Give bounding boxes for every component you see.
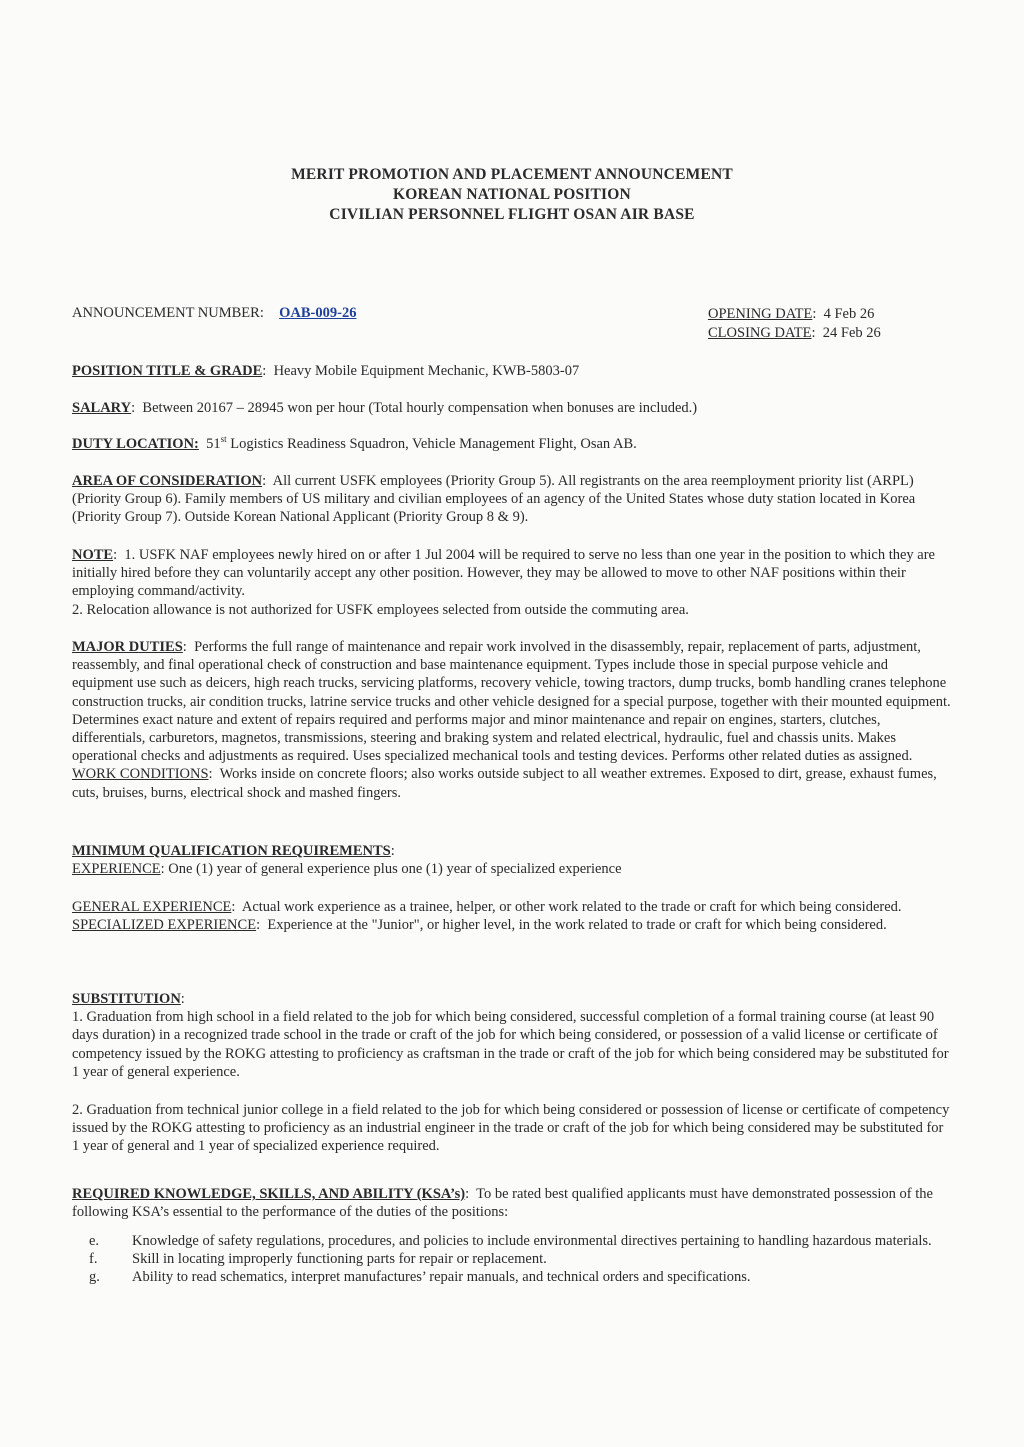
- dates-block: [708, 305, 881, 343]
- note-item-1: 1. USFK NAF employees newly hired on or after 1 Jul 2004 will be required to serve no less than one year in the position to which they are initially hired before they can voluntarily accept any other position. However, they may be allowed to move to other NAF positions within their employing command/activity.: [72, 547, 935, 600]
- ksa-item: [87, 1268, 947, 1286]
- position-title-section: POSITION TITLE & GRADE: Heavy Mobile Equipment Mechanic, KWB-5803-07: [72, 363, 580, 379]
- closing-date-value: 24 Feb 26: [822, 325, 881, 341]
- specialized-experience-label: SPECIALIZED EXPERIENCE: [72, 917, 257, 934]
- experience-details: GENERAL EXPERIENCE: Actual work experience as a trainee, helper, or other work related to the trade or craft for which being considered. SPECIALIZED EXPERIENCE: Experience at the "Junior", or higher level, in the work related to trade or craft for which being considered.: [72, 899, 902, 934]
- opening-date-label: OPENING DATE: [708, 306, 813, 322]
- area-of-consideration-section: AREA OF CONSIDERATION: All current USFK employees (Priority Group 5). All registrants on the area reemployment priority list (ARPL) (Priority Group 6). Family members of US military and civilian employees of an agency of the United States whose duty station located in Korea (Priority Group 7). Outside Korean National Applicant (Priority Group 8 & 9).: [72, 473, 916, 526]
- opening-date: OPENING DATE: 4 Feb 26: [708, 306, 875, 322]
- qualification-label: MINIMUM QUALIFICATION REQUIREMENTS: [72, 843, 391, 859]
- ksa-item-text: Ability to read schematics, interpret manufactures’ repair manuals, and technical orders and specifications.: [132, 1269, 751, 1286]
- substitution-section: SUBSTITUTION: 1. Graduation from high school in a field related to the job for which being considered, successful completion of a formal training course (at least 90 days duration) in a recognized trade school in the trade or craft of the job for which being considered, or possession of a valid license or certificate of competency issued by the ROKG attesting to proficiency as craftsman in the trade or craft of the job for which being considered may be substituted for 1 year of general experience.: [72, 990, 952, 1081]
- major-duties-label: MAJOR DUTIES: [72, 639, 183, 655]
- general-experience-label: GENERAL EXPERIENCE: [72, 899, 232, 915]
- ksa-item-marker: g.: [89, 1269, 100, 1286]
- experience-label: EXPERIENCE: [72, 861, 161, 878]
- header-title: MERIT PROMOTION AND PLACEMENT ANNOUNCEMENT: [291, 166, 733, 183]
- closing-date-label: CLOSING DATE: [708, 325, 812, 341]
- document-header: [0, 165, 1024, 225]
- experience-text: One (1) year of general experience plus one (1) year of specialized experience: [168, 861, 622, 878]
- major-duties-text: Performs the full range of maintenance and repair work involved in the disassembly, repair, replacement of parts, adjustment, reassembly, and final operational check of construction and base maintenance equipment. Types include those in special purpose vehicle and equipment use such as deicers, high reach trucks, servicing platforms, recovery vehicle, towing tractors, dump trucks, bomb handling cranes telephone construction trucks, air condition trucks, latrine service trucks and other vehicle designed for a special purpose, together with their mounted equipment. Determines exact nature and extent of repairs required and performs major and minor maintenance and repair on engines, starters, clutches, differentials, carburetors, magnetos, transmissions, steering and braking system and related electrical, hydraulic, fuel and chassis units. Makes operational checks and adjustments as required. Uses specialized mechanical tools and testing devices. Performs other related duties as assigned.: [72, 639, 951, 765]
- salary-section: SALARY: Between 20167 – 28945 won per hour (Total hourly compensation when bonuses are included.): [72, 400, 698, 416]
- opening-date-value: 4 Feb 26: [823, 306, 875, 322]
- substitution-item-2: 2. Graduation from technical junior college in a field related to the job for which being considered or possession of license or certificate of competency issued by the ROKG attesting to proficiency as an industrial engineer in the trade or craft of the job for which being considered may be substituted for 1 year of general and 1 year of specialized experience required.: [72, 1102, 950, 1155]
- specialized-experience-text: Experience at the "Junior", or higher level, in the work related to trade or craft for which being considered.: [267, 917, 887, 934]
- position-title-value: Heavy Mobile Equipment Mechanic, KWB-5803-07: [273, 363, 580, 379]
- ksa-item-text: Skill in locating improperly functioning parts for repair or replacement.: [132, 1251, 547, 1268]
- major-duties-section: MAJOR DUTIES: Performs the full range of maintenance and repair work involved in the disassembly, repair, replacement of parts, adjustment, reassembly, and final operational check of construction and base maintenance equipment. Types include those in special purpose vehicle and equipment use such as deicers, high reach trucks, servicing platforms, recovery vehicle, towing tractors, dump trucks, bomb handling cranes telephone construction trucks, air condition trucks, latrine service trucks and other vehicle designed for a special purpose, together with their mounted equipment. Determines exact nature and extent of repairs required and performs major and minor maintenance and repair on engines, starters, clutches, differentials, carburetors, magnetos, transmissions, steering and braking system and related electrical, hydraulic, fuel and chassis units. Makes operational checks and adjustments as required. Uses specialized mechanical tools and testing devices. Performs other related duties as assigned. WORK CONDITIONS: Works inside on concrete floors; also works outside subject to all weather extremes. Exposed to dirt, grease, exhaust fumes, cuts, bruises, burns, electrical shock and mashed fingers.: [72, 639, 951, 801]
- duty-location-value: Logistics Readiness Squadron, Vehicle Management Flight, Osan AB.: [230, 436, 637, 452]
- work-conditions-label: WORK CONDITIONS: [72, 766, 209, 783]
- ksa-list: [87, 1232, 947, 1287]
- ksa-label: REQUIRED KNOWLEDGE, SKILLS, AND ABILITY (KSA’s): [72, 1186, 466, 1202]
- note-label: NOTE: [72, 547, 114, 563]
- ksa-item-marker: f.: [89, 1251, 98, 1268]
- note-item-2: 2. Relocation allowance is not authorized for USFK employees selected from outside the commuting area.: [72, 601, 689, 618]
- closing-date: CLOSING DATE: 24 Feb 26: [708, 325, 881, 341]
- header-org: CIVILIAN PERSONNEL FLIGHT OSAN AIR BASE: [329, 206, 695, 223]
- announcement-number-link[interactable]: OAB-009-26: [279, 305, 357, 321]
- substitution-item-2-block: [72, 1101, 952, 1156]
- ksa-item: [87, 1232, 947, 1250]
- area-label: AREA OF CONSIDERATION: [72, 473, 263, 489]
- ksa-section: REQUIRED KNOWLEDGE, SKILLS, AND ABILITY (KSA’s): To be rated best qualified applicants must have demonstrated possession of the following KSA’s essential to the performance of the duties of the positions:: [72, 1186, 933, 1221]
- general-experience-text: Actual work experience as a trainee, helper, or other work related to the trade or craft for which being considered.: [241, 899, 902, 915]
- substitution-item-1: 1. Graduation from high school in a field related to the job for which being considered, successful completion of a formal training course (at least 90 days duration) in a recognized trade school in the trade or craft of the job for which being considered, or possession of a valid license or certificate of competency issued by the ROKG attesting to proficiency as craftsman in the trade or craft of the job for which being considered may be substituted for 1 year of general experience.: [72, 1009, 949, 1080]
- substitution-label: SUBSTITUTION: [72, 991, 181, 1007]
- note-section: NOTE: 1. USFK NAF employees newly hired on or after 1 Jul 2004 will be required to serve no less than one year in the position to which they are initially hired before they can voluntarily accept any other position. However, they may be allowed to move to other NAF positions within their employing command/activity. 2. Relocation allowance is not authorized for USFK employees selected from outside the commuting area.: [72, 546, 952, 619]
- announcement-number-line: [72, 305, 356, 322]
- ksa-intro: To be rated best qualified applicants must have demonstrated possession of the following KSA’s essential to the performance of the duties of the positions:: [72, 1186, 933, 1221]
- work-conditions-text: Works inside on concrete floors; also works outside subject to all weather extremes. Exposed to dirt, grease, exhaust fumes, cuts, bruises, burns, electrical shock and mashed fingers.: [72, 766, 937, 801]
- duty-location-section: [72, 435, 952, 453]
- announcement-number-label: ANNOUNCEMENT NUMBER:: [72, 305, 264, 321]
- duty-location-ordinal: 51: [206, 436, 221, 452]
- ksa-item-text: Knowledge of safety regulations, procedures, and policies to include environmental directives pertaining to handling hazardous materials.: [132, 1233, 932, 1249]
- ksa-item: [87, 1250, 947, 1268]
- qualification-section: MINIMUM QUALIFICATION REQUIREMENTS: EXPERIENCE: One (1) year of general experience plus one (1) year of specialized experience: [72, 843, 622, 878]
- position-title-label: POSITION TITLE & GRADE: [72, 363, 263, 379]
- duty-location-label: DUTY LOCATION:: [72, 436, 199, 452]
- salary-label: SALARY: [72, 400, 132, 416]
- area-text: All current USFK employees (Priority Group 5). All registrants on the area reemployment priority list (ARPL) (Priority Group 6). Family members of US military and civilian employees of an agency of the United States whose duty station located in Korea (Priority Group 7). Outside Korean National Applicant (Priority Group 8 & 9).: [72, 473, 916, 526]
- salary-value: Between 20167 – 28945 won per hour (Total hourly compensation when bonuses are included.): [142, 400, 698, 416]
- ksa-item-marker: e.: [89, 1233, 100, 1249]
- header-subtitle: KOREAN NATIONAL POSITION: [393, 186, 631, 203]
- duty-location-suffix: st: [220, 434, 227, 445]
